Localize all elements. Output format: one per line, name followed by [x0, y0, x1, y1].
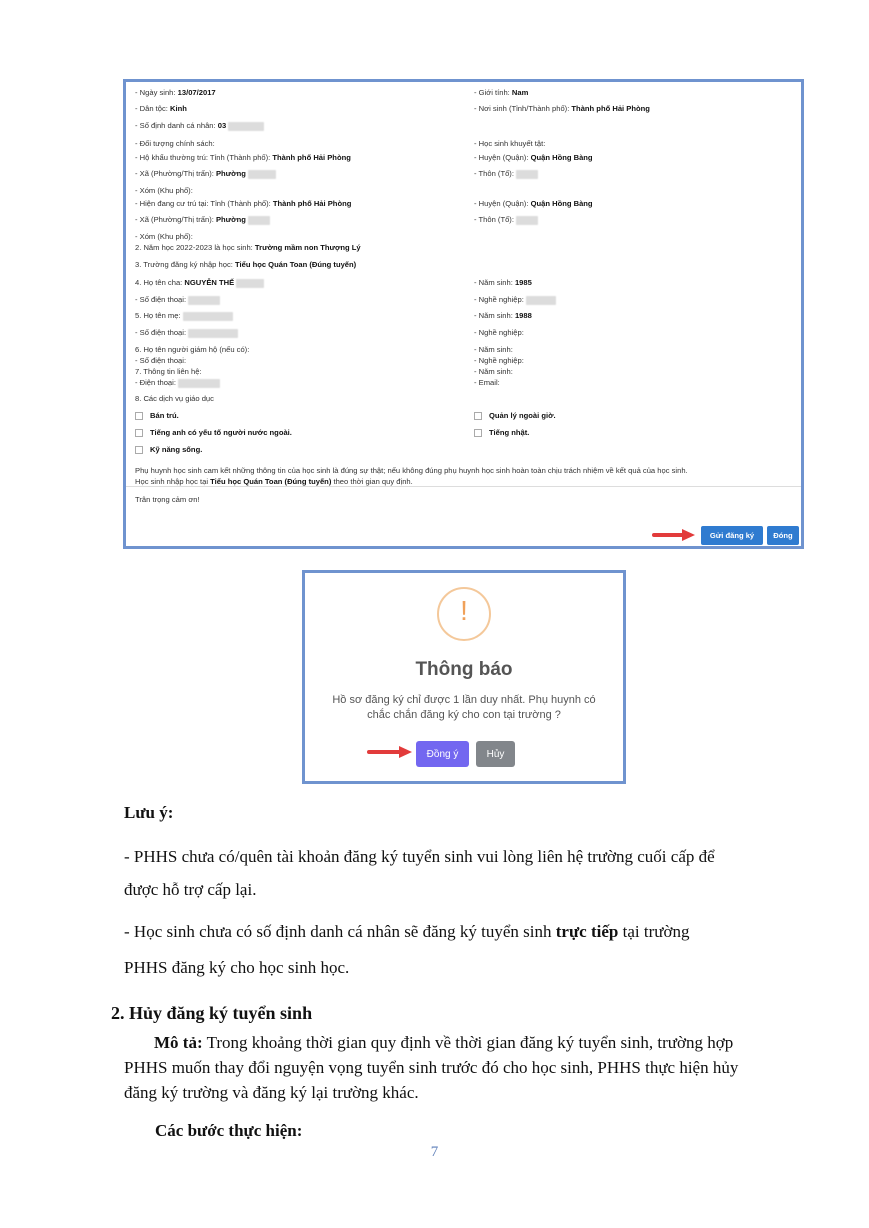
form-field-left: - Số điện thoại: — [135, 295, 220, 305]
form-field-right: - Email: — [474, 378, 500, 387]
form-field-left: 5. Họ tên mẹ: — [135, 311, 233, 321]
form-field-left: 2. Năm học 2022-2023 là học sinh: Trường mầm non Thượng Lý — [135, 243, 361, 252]
dialog-message: Hồ sơ đăng ký chỉ được 1 lần duy nhất. Phụ huynh có chắc chắn đăng ký cho con tại trường ? — [332, 694, 596, 721]
form-field-right: - Thôn (Tổ): — [474, 169, 538, 179]
redacted-value — [183, 312, 233, 321]
redacted-value — [526, 296, 556, 305]
note-line: PHHS đăng ký cho học sinh học. — [124, 958, 350, 977]
form-field-left: - Hiện đang cư trú tại: Tỉnh (Thành phố): Thành phố Hải Phòng — [135, 199, 352, 208]
form-field-right: - Năm sinh: 1985 — [474, 278, 532, 287]
service-item[interactable]: Tiếng anh có yếu tố người nước ngoài. — [135, 428, 292, 438]
form-field-left: - Hộ khẩu thường trú: Tỉnh (Thành phố): Thành phố Hải Phòng — [135, 153, 351, 162]
redacted-value — [188, 329, 238, 338]
form-field-left: - Xã (Phường/Thị trấn): Phường — [135, 215, 270, 225]
form-field-left: - Số điện thoại: — [135, 328, 238, 338]
form-field-left: - Dân tộc: Kinh — [135, 104, 187, 113]
form-field-right: - Nơi sinh (Tỉnh/Thành phố): Thành phố Hải Phòng — [474, 104, 650, 113]
divider — [126, 486, 801, 487]
form-field-left: 6. Họ tên người giám hộ (nếu có): — [135, 345, 250, 354]
form-field-left: 8. Các dịch vụ giáo dục — [135, 394, 214, 403]
form-field-left: 4. Họ tên cha: NGUYỄN THẾ — [135, 278, 264, 288]
checkbox-icon[interactable] — [474, 429, 482, 437]
form-field-left: 3. Trường đăng ký nhập học: Tiểu học Quán Toan (Đúng tuyến) — [135, 260, 357, 269]
close-button[interactable]: Đóng — [767, 526, 799, 545]
form-field-right: - Năm sinh: — [474, 345, 513, 354]
form-field-right: - Năm sinh: 1988 — [474, 311, 532, 320]
redacted-value — [248, 216, 270, 225]
service-item[interactable]: Bán trú. — [135, 411, 179, 421]
steps-title: Các bước thực hiện: — [155, 1121, 303, 1140]
note-title: Lưu ý: — [124, 803, 174, 822]
form-field-left: - Xóm (Khu phố): — [135, 232, 193, 241]
form-field-right: - Thôn (Tổ): — [474, 215, 538, 225]
form-field-left: - Đối tượng chính sách: — [135, 139, 215, 148]
commitment-text: Phụ huynh học sinh cam kết những thông tin của học sinh là đúng sự thật; nếu không đúng phụ huynh học sinh hoàn toàn chịu trách nhiệm về kết quả của học sinh. — [135, 466, 688, 475]
commitment-school-text: Học sinh nhập học tại Tiểu học Quán Toan (Đúng tuyến) theo thời gian quy định. — [135, 477, 413, 486]
confirm-dialog-screenshot — [302, 570, 626, 784]
form-field-right: - Nghề nghiệp: — [474, 295, 556, 305]
form-field-right: - Nghề nghiệp: — [474, 356, 524, 365]
form-field-right: - Huyện (Quận): Quận Hồng Bàng — [474, 153, 593, 162]
form-field-left: - Xã (Phường/Thị trấn): Phường — [135, 169, 276, 179]
form-field-left: - Số điện thoại: — [135, 356, 187, 365]
form-field-right: - Nghề nghiệp: — [474, 328, 524, 337]
thanks-text: Trân trọng cảm ơn! — [135, 495, 200, 504]
checkbox-icon[interactable] — [135, 429, 143, 437]
redacted-value — [248, 170, 276, 179]
confirm-button[interactable]: Đồng ý — [416, 741, 469, 767]
redacted-value — [178, 379, 220, 388]
service-item[interactable]: Tiếng nhật. — [474, 428, 529, 438]
form-field-left: - Số định danh cá nhân: 03 — [135, 121, 264, 131]
section-description: Mô tả: Trong khoảng thời gian quy định về thời gian đăng ký tuyển sinh, trường hợp PHHS muốn thay đổi nguyện vọng tuyển sinh trước đó cho học sinh, PHHS thực hiện hủy đăng ký trường và đăng ký lại trường khác. — [124, 1033, 739, 1102]
note-line: - PHHS chưa có/quên tài khoản đăng ký tuyển sinh vui lòng liên hệ trường cuối cấp để — [124, 847, 715, 866]
page-number: 7 — [430, 1144, 439, 1160]
form-field-right: - Huyện (Quận): Quận Hồng Bàng — [474, 199, 593, 208]
form-field-right: - Học sinh khuyết tật: — [474, 139, 546, 148]
form-field-left: - Điện thoại: — [135, 378, 220, 388]
registration-form-screenshot — [123, 79, 804, 549]
service-item[interactable]: Quản lý ngoài giờ. — [474, 411, 556, 421]
checkbox-icon[interactable] — [135, 446, 143, 454]
form-field-left: - Xóm (Khu phố): — [135, 186, 193, 195]
warning-icon: ! — [437, 587, 491, 641]
redacted-value — [228, 122, 264, 131]
cancel-button[interactable]: Hủy — [476, 741, 515, 767]
checkbox-icon[interactable] — [474, 412, 482, 420]
form-field-right: - Năm sinh: — [474, 367, 513, 376]
checkbox-icon[interactable] — [135, 412, 143, 420]
service-item[interactable]: Kỹ năng sống. — [135, 445, 202, 455]
dialog-title: Thông báo — [415, 659, 513, 680]
redacted-value — [188, 296, 220, 305]
redacted-value — [236, 279, 264, 288]
form-field-left: - Ngày sinh: 13/07/2017 — [135, 88, 216, 97]
form-field-left: 7. Thông tin liên hệ: — [135, 367, 202, 376]
red-arrow-icon — [367, 745, 413, 759]
form-field-right: - Giới tính: Nam — [474, 88, 529, 97]
note-line: được hỗ trợ cấp lại. — [124, 880, 257, 899]
section-title: 2. Hủy đăng ký tuyển sinh — [111, 1003, 313, 1023]
redacted-value — [516, 216, 538, 225]
red-arrow-icon — [652, 528, 696, 542]
redacted-value — [516, 170, 538, 179]
note-line: - Học sinh chưa có số định danh cá nhân sẽ đăng ký tuyển sinh trực tiếp tại trường — [124, 922, 690, 941]
submit-registration-button[interactable]: Gửi đăng ký — [701, 526, 763, 545]
